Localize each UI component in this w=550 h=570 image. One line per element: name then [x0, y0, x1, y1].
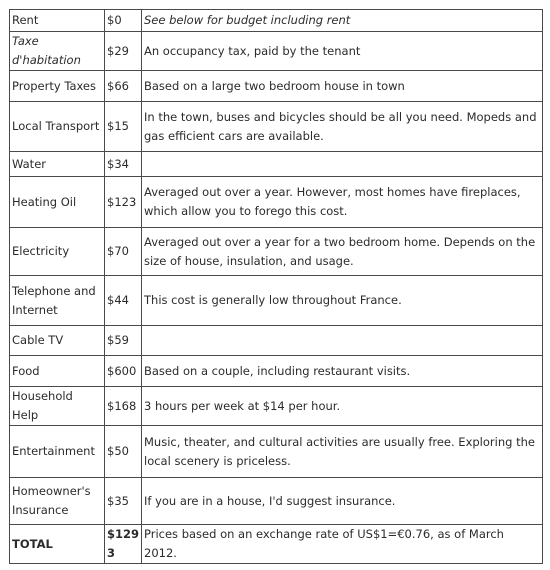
total-cost: $1293 [105, 525, 142, 564]
note-cell: Based on a couple, including restaurant visits. [142, 356, 543, 387]
item-cell: Property Taxes [10, 71, 105, 102]
item-cell: Taxe d'habitation [10, 32, 105, 71]
item-cell: Household Help [10, 387, 105, 426]
item-cell: Cable TV [10, 326, 105, 356]
budget-table [9, 9, 543, 564]
cost-cell: $50 [105, 426, 142, 478]
table-row [10, 177, 543, 228]
item-cell: Heating Oil [10, 177, 105, 228]
note-cell: Music, theater, and cultural activities are usually free. Exploring the local scenery is priceless. [142, 426, 543, 478]
table-row [10, 32, 543, 71]
note-cell: 3 hours per week at $14 per hour. [142, 387, 543, 426]
cost-cell: $168 [105, 387, 142, 426]
table-row [10, 426, 543, 478]
item-cell: Homeowner's Insurance [10, 478, 105, 525]
cost-cell: $70 [105, 228, 142, 276]
item-cell: Entertainment [10, 426, 105, 478]
table-row [10, 102, 543, 152]
item-cell: Telephone and Internet [10, 276, 105, 326]
table-row [10, 356, 543, 387]
note-cell: If you are in a house, I'd suggest insurance. [142, 478, 543, 525]
exchange-rate-note: Prices based on an exchange rate of US$1=€0.76, as of March 2012. [142, 525, 543, 564]
note-cell: Averaged out over a year. However, most homes have fireplaces, which allow you to forego this cost. [142, 177, 543, 228]
item-cell: Food [10, 356, 105, 387]
table-row [10, 71, 543, 102]
table-row [10, 10, 543, 32]
note-cell [142, 326, 543, 356]
cost-cell: $600 [105, 356, 142, 387]
cost-cell: $29 [105, 32, 142, 71]
item-cell: Local Transport [10, 102, 105, 152]
cost-cell: $35 [105, 478, 142, 525]
note-cell: See below for budget including rent [142, 10, 543, 32]
note-cell: Based on a large two bedroom house in town [142, 71, 543, 102]
total-label: TOTAL [10, 525, 105, 564]
note-cell [142, 152, 543, 177]
table-row [10, 478, 543, 525]
cost-cell: $44 [105, 276, 142, 326]
table-row [10, 326, 543, 356]
note-cell: An occupancy tax, paid by the tenant [142, 32, 543, 71]
table-row [10, 276, 543, 326]
item-cell: Water [10, 152, 105, 177]
cost-cell: $123 [105, 177, 142, 228]
table-row [10, 228, 543, 276]
note-cell: Averaged out over a year for a two bedroom home. Depends on the size of house, insulation, and usage. [142, 228, 543, 276]
cost-cell: $0 [105, 10, 142, 32]
cost-cell: $34 [105, 152, 142, 177]
item-cell: Rent [10, 10, 105, 32]
table-row [10, 152, 543, 177]
note-cell: This cost is generally low throughout France. [142, 276, 543, 326]
cost-cell: $66 [105, 71, 142, 102]
cost-cell: $59 [105, 326, 142, 356]
cost-cell: $15 [105, 102, 142, 152]
total-row [10, 525, 543, 564]
note-cell: In the town, buses and bicycles should be all you need. Mopeds and gas efficient cars are available. [142, 102, 543, 152]
item-cell: Electricity [10, 228, 105, 276]
table-row [10, 387, 543, 426]
